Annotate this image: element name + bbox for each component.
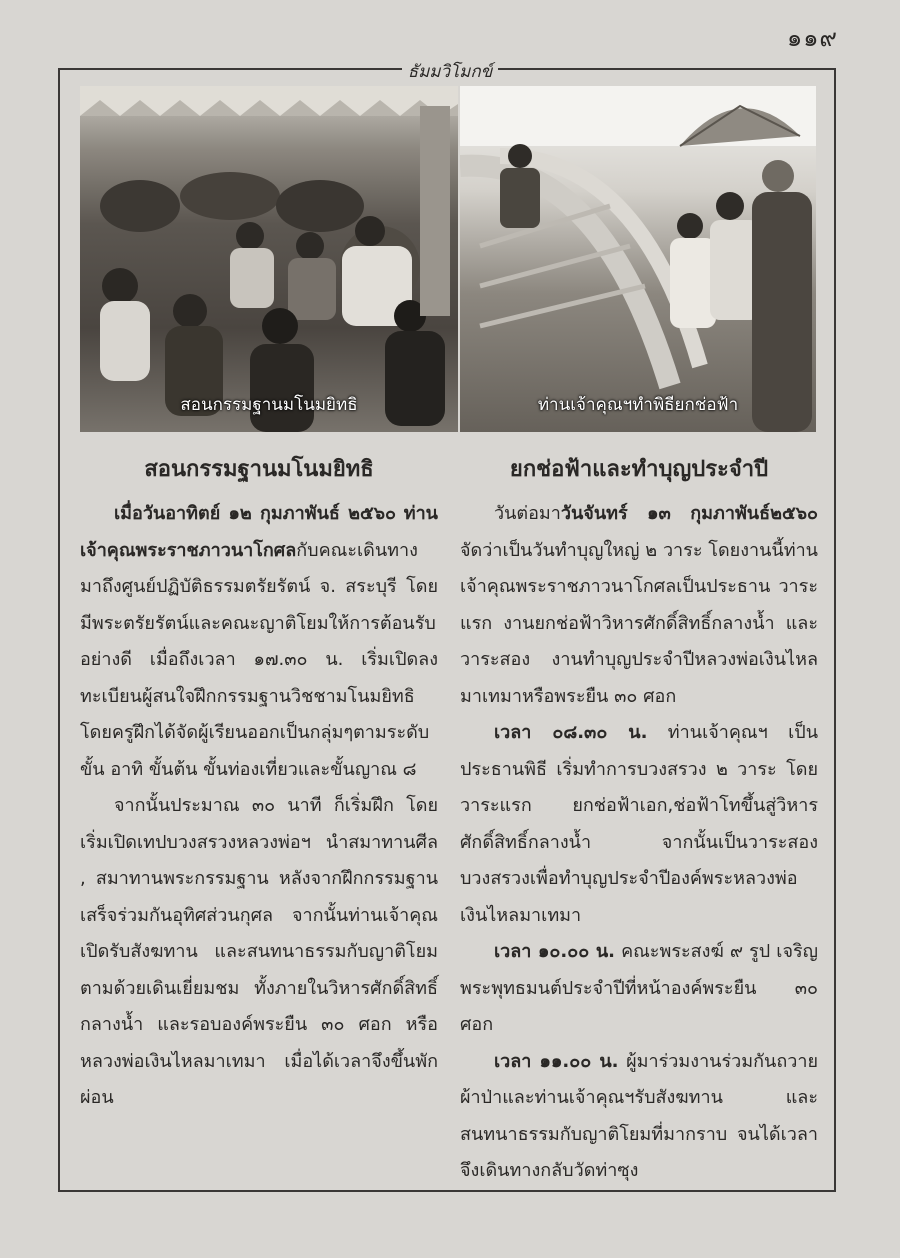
- article-paragraph: [460, 1044, 818, 1190]
- date-bold: เมื่อวันอาทิตย์ ๑๒ กุมภาพันธ์ ๒๕๖๐: [114, 503, 397, 524]
- paragraph-text: ผู้มาร่วมงานร่วมกันถวายผ้าป่าและท่านเจ้าคุณฯรับสังฆทาน และสนทนาธรรมกับญาติโยมที่มากราบ จนได้เวลาจึงเดินทางกลับวัดท่าซุง: [460, 1050, 818, 1181]
- article-chofa: [460, 450, 818, 1190]
- monk-name-bold: ท่านเจ้าคุณพระราชภาวนาโกศล: [80, 503, 438, 561]
- article-meditation: [80, 450, 438, 1117]
- photo-meditation-class: [80, 86, 458, 432]
- photo-chofa-ceremony-image: [460, 86, 816, 432]
- article-title: สอนกรรมฐานมโนมยิทธิ: [144, 457, 374, 482]
- article-paragraph: [460, 496, 818, 715]
- paragraph-lead: วันต่อมา: [494, 503, 561, 524]
- article-paragraph: [460, 715, 818, 934]
- time-bold: เวลา ๐๘.๓๐ น.: [494, 722, 648, 743]
- photo-meditation-class-image: [80, 86, 458, 432]
- page-number: ๑๑๙: [786, 24, 838, 52]
- photo-caption-right: ท่านเจ้าคุณฯทำพิธียกช่อฟ้า: [537, 395, 739, 415]
- article-title: ยกช่อฟ้าและทำบุญประจำปี: [509, 457, 769, 482]
- paragraph-text: กับคณะเดินทางมาถึงศูนย์ปฏิบัติธรรมตรัยรัตน์ จ. สระบุรี โดยมีพระตรัยรัตน์และคณะญาติโยมให้การต้อนรับอย่างดี เมื่อถึงเวลา ๑๗.๓๐ น. เริ่มเปิดลงทะเบียนผู้สนใจฝึกกรรมฐานวิชชามโนมยิทธิ โดยครูฝึกได้จัดผู้เรียนออกเป็นกลุ่มๆตามระดับขั้น อาทิ ขั้นต้น ขั้นท่องเที่ยวและขั้นญาณ ๘: [80, 539, 438, 780]
- date-bold: วันจันทร์ ๑๓ กุมภาพันธ์๒๕๖๐: [560, 503, 818, 524]
- photo-caption-left: สอนกรรมฐานมโนมยิทธิ: [180, 395, 358, 415]
- photo-chofa-ceremony: [460, 86, 816, 432]
- paragraph-text: คณะพระสงฆ์ ๙ รูป เจริญพระพุทธมนต์ประจำปีที่หน้าองค์พระยืน ๓๐ ศอก: [460, 941, 818, 1035]
- article-paragraph: จากนั้นประมาณ ๓๐ นาที ก็เริ่มฝึก โดยเริ่มเปิดเทปบวงสรวงหลวงพ่อฯ นำสมาทานศีล , สมาทานพระกรรมฐาน หลังจากฝึกกรรมฐานเสร็จร่วมกันอุทิศส่วนกุศล จากนั้นท่านเจ้าคุณเปิดรับสังฆทาน และสนทนาธรรมกับญาติโยม ตามด้วยเดินเยี่ยมชม ทั้งภายในวิหารศักดิ์สิทธิ์กลางน้ำ และรอบองค์พระยืน ๓๐ ศอก หรือหลวงพ่อเงินไหลมาเทมา เมื่อได้เวลาจึงขึ้นพักผ่อน: [80, 795, 438, 1108]
- time-bold: เวลา ๑๐.๐๐ น.: [494, 941, 615, 962]
- article-paragraph: [80, 496, 438, 788]
- article-paragraph: [460, 934, 818, 1044]
- paragraph-text: ท่านเจ้าคุณฯ เป็นประธานพิธี เริ่มทำการบวงสรวง ๒ วาระ โดยวาระแรก ยกช่อฟ้าเอก,ช่อฟ้าโทขึ้นสู่วิหารศักดิ์สิทธิ์กลางน้ำ จากนั้นเป็นวาระสอง บวงสรวงเพื่อทำบุญประจำปีองค์พระหลวงพ่อเงินไหลมาเทมา: [460, 722, 818, 926]
- running-head-text: ธัมมวิโมกข์: [402, 62, 499, 82]
- time-bold: เวลา ๑๑.๐๐ น.: [494, 1050, 619, 1072]
- paragraph-text: จัดว่าเป็นวันทำบุญใหญ่ ๒ วาระ โดยงานนี้ท่านเจ้าคุณพระราชภาวนาโกศลเป็นประธาน วาระแรก งานยกช่อฟ้าวิหารศักดิ์สิทธิ์กลางน้ำ และวาระสอง งานทำบุญประจำปีหลวงพ่อเงินไหลมาเทมาหรือพระยืน ๓๐ ศอก: [460, 539, 818, 707]
